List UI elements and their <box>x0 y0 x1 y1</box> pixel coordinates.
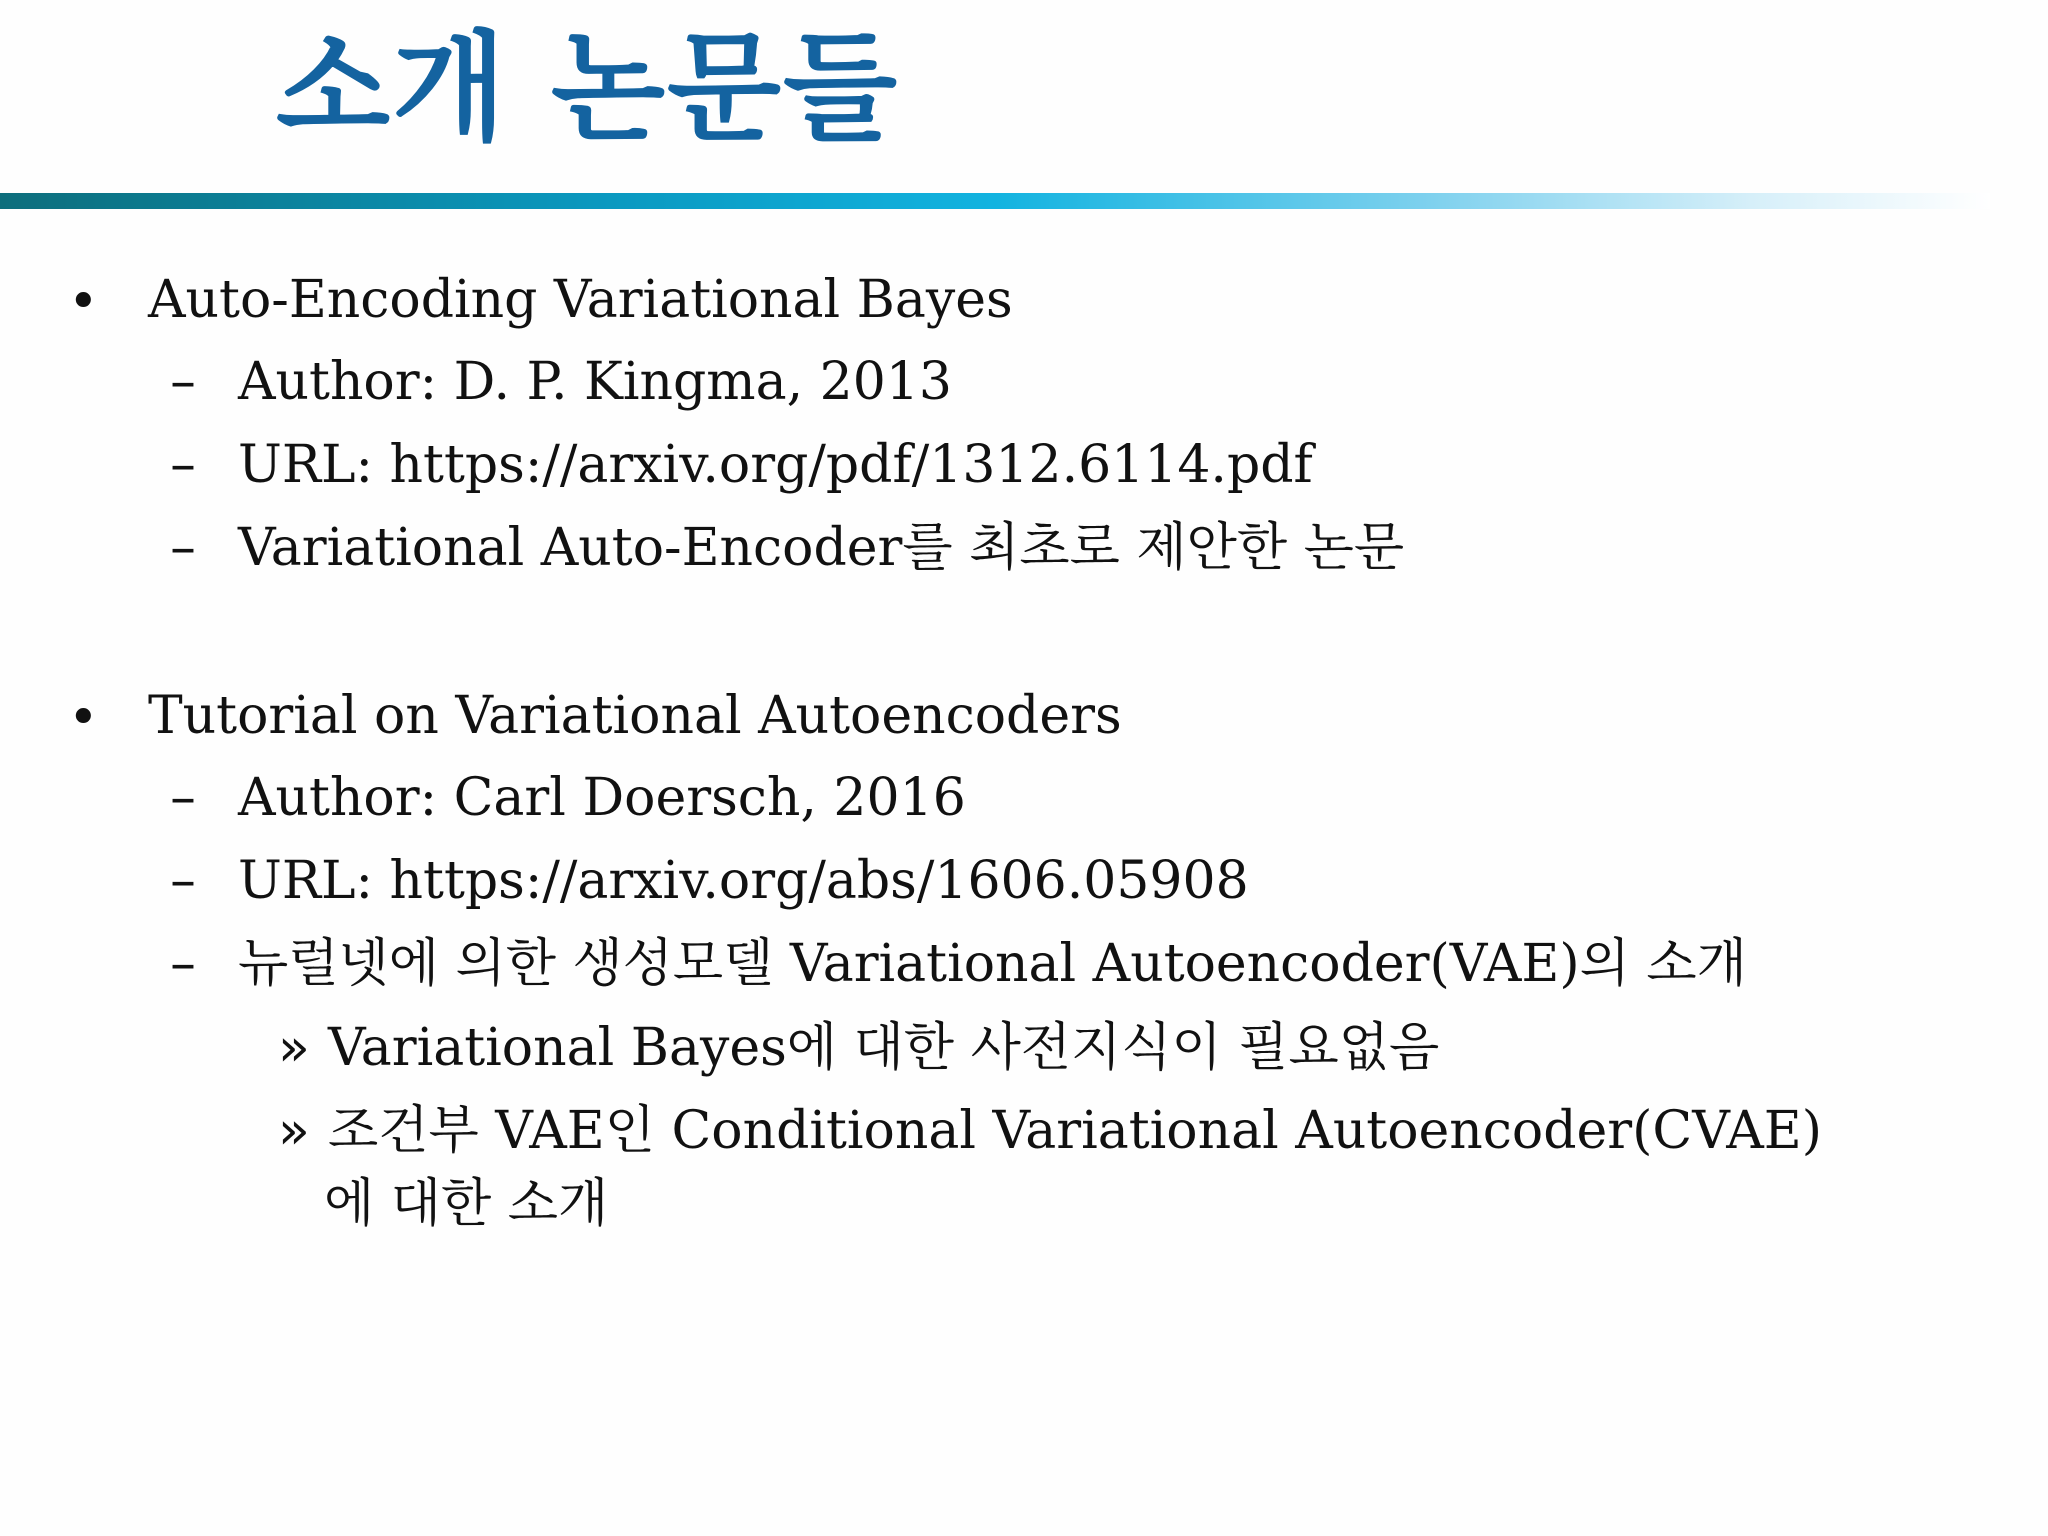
paper-title: Auto-Encoding Variational Bayes <box>148 270 1013 330</box>
paper-author: Author: Carl Doersch, 2016 <box>238 768 966 828</box>
paper-author: Author: D. P. Kingma, 2013 <box>238 352 953 412</box>
paper-url: URL: https://arxiv.org/abs/1606.05908 <box>238 851 1249 911</box>
paper-subnote: Variational Bayes에 대한 사전지식이 필요없음 <box>328 1018 1440 1078</box>
sub-marker: » <box>278 1018 310 1078</box>
paper-subnote: 조건부 VAE인 Conditional Variational Autoencoder(CVAE) <box>328 1101 1823 1161</box>
slide-title: 소개 논문들 <box>276 19 900 157</box>
dash-marker: – <box>170 435 196 495</box>
dash-marker: – <box>170 352 196 412</box>
sub-marker: » <box>278 1101 310 1161</box>
dash-marker: – <box>170 934 196 994</box>
paper-url: URL: https://arxiv.org/pdf/1312.6114.pdf <box>238 435 1313 495</box>
dash-marker: – <box>170 851 196 911</box>
dash-marker: – <box>170 518 196 578</box>
bullet-marker: • <box>68 272 99 332</box>
bullet-marker: • <box>68 688 99 748</box>
paper-note: 뉴럴넷에 의한 생성모델 Variational Autoencoder(VAE)의 소개 <box>238 934 1747 994</box>
dash-marker: – <box>170 768 196 828</box>
title-divider <box>0 193 1990 209</box>
paper-subnote-continued: 에 대한 소개 <box>324 1174 609 1234</box>
paper-title: Tutorial on Variational Autoencoders <box>148 686 1122 746</box>
paper-note: Variational Auto-Encoder를 최초로 제안한 논문 <box>238 518 1405 578</box>
